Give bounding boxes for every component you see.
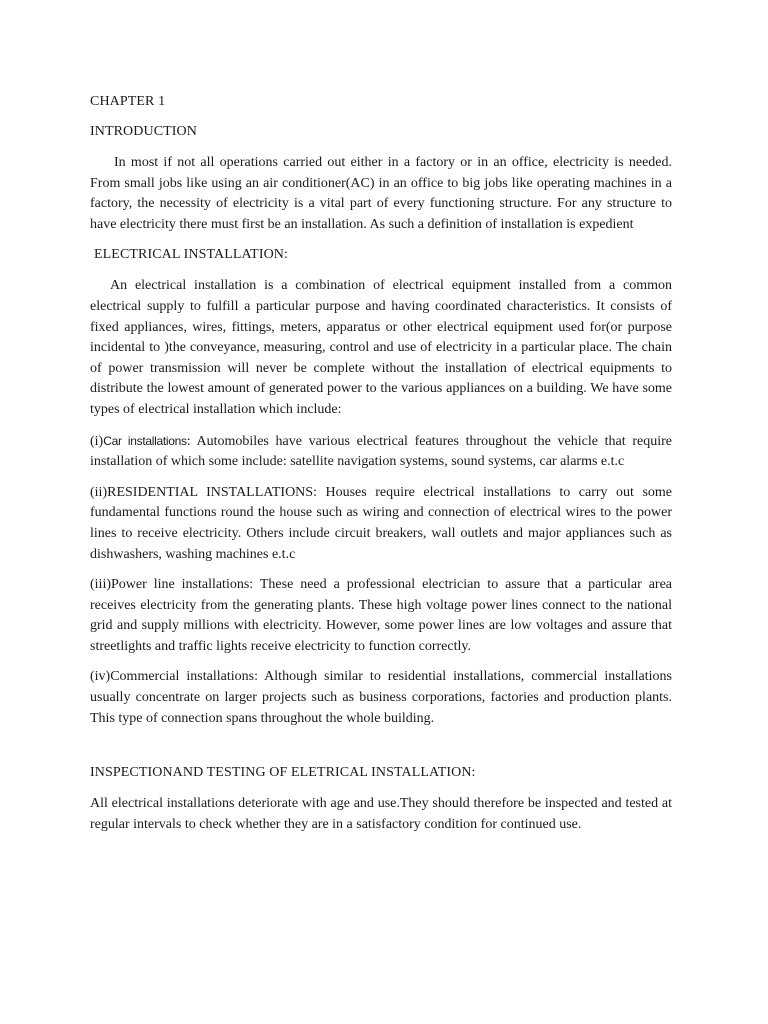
installation-type-power-line: (iii)Power line installations: These need a professional electrician to assure that a particular area receives electricity from the generating plants. These high voltage power lines connect to the national grid and supply millions with electricity. However, some power lines are low voltages and assure that streetlights and traffic lights receive electricity to function correctly. xyxy=(90,577,672,654)
installation-type-label: Car installations xyxy=(103,433,187,448)
installation-type-number: (i) xyxy=(90,433,104,449)
chapter-heading: CHAPTER 1 xyxy=(90,94,166,109)
document-body xyxy=(90,92,672,845)
inspection-testing-paragraph: All electrical installations deteriorate with age and use.They should therefore be inspected and tested at regular intervals to check whether they are in a satisfactory condition for continued use. xyxy=(90,796,672,832)
installation-type-text: : Automobiles have various electrical features throughout the vehicle that require installation of which some include: satellite navigation systems, sound systems, car alarms e.t.c xyxy=(90,433,672,470)
installation-type-car xyxy=(90,431,672,473)
electrical-installation-heading: ELECTRICAL INSTALLATION: xyxy=(94,247,289,263)
installation-type-commercial: (iv)Commercial installations: Although similar to residential installations, commercial installations usually concentrate on larger projects such as business corporations, factories and production plants. This type of connection spans throughout the whole building. xyxy=(90,669,672,726)
electrical-installation-paragraph: An electrical installation is a combination of electrical equipment installed from a common electrical supply to fulfill a particular purpose and having coordinated characteristics. It consists of fixed appliances, wires, fittings, meters, apparatus or other electrical equipment used for(or purpose incidental to )the conveyance, measuring, control and use of electricity in a particular place. The chain of power transmission will never be complete without the installation of electrical equipments to distribute the lowest amount of generated power to the various appliances on a building. We have some types of electrical installation which include: xyxy=(90,278,672,417)
installation-type-residential: (ii)RESIDENTIAL INSTALLATIONS: Houses require electrical installations to carry out some fundamental functions round the house such as wiring and connection of electrical wires to the power lines to receive electricity. Others include circuit breakers, wall outlets and major appliances such as dishwashers, washing machines e.t.c xyxy=(90,484,672,562)
inspection-testing-heading: INSPECTIONAND TESTING OF ELETRICAL INSTALLATION: xyxy=(90,765,476,781)
introduction-paragraph: In most if not all operations carried out either in a factory or in an office, electricity is needed. From small jobs like using an air conditioner(AC) in an office to big jobs like operating machines in a factory, the necessity of electricity is a vital part of every functioning structure. For any structure to have electricity there must first be an installation. As such a definition of installation is expedient xyxy=(90,155,672,232)
introduction-heading: INTRODUCTION xyxy=(90,124,197,139)
